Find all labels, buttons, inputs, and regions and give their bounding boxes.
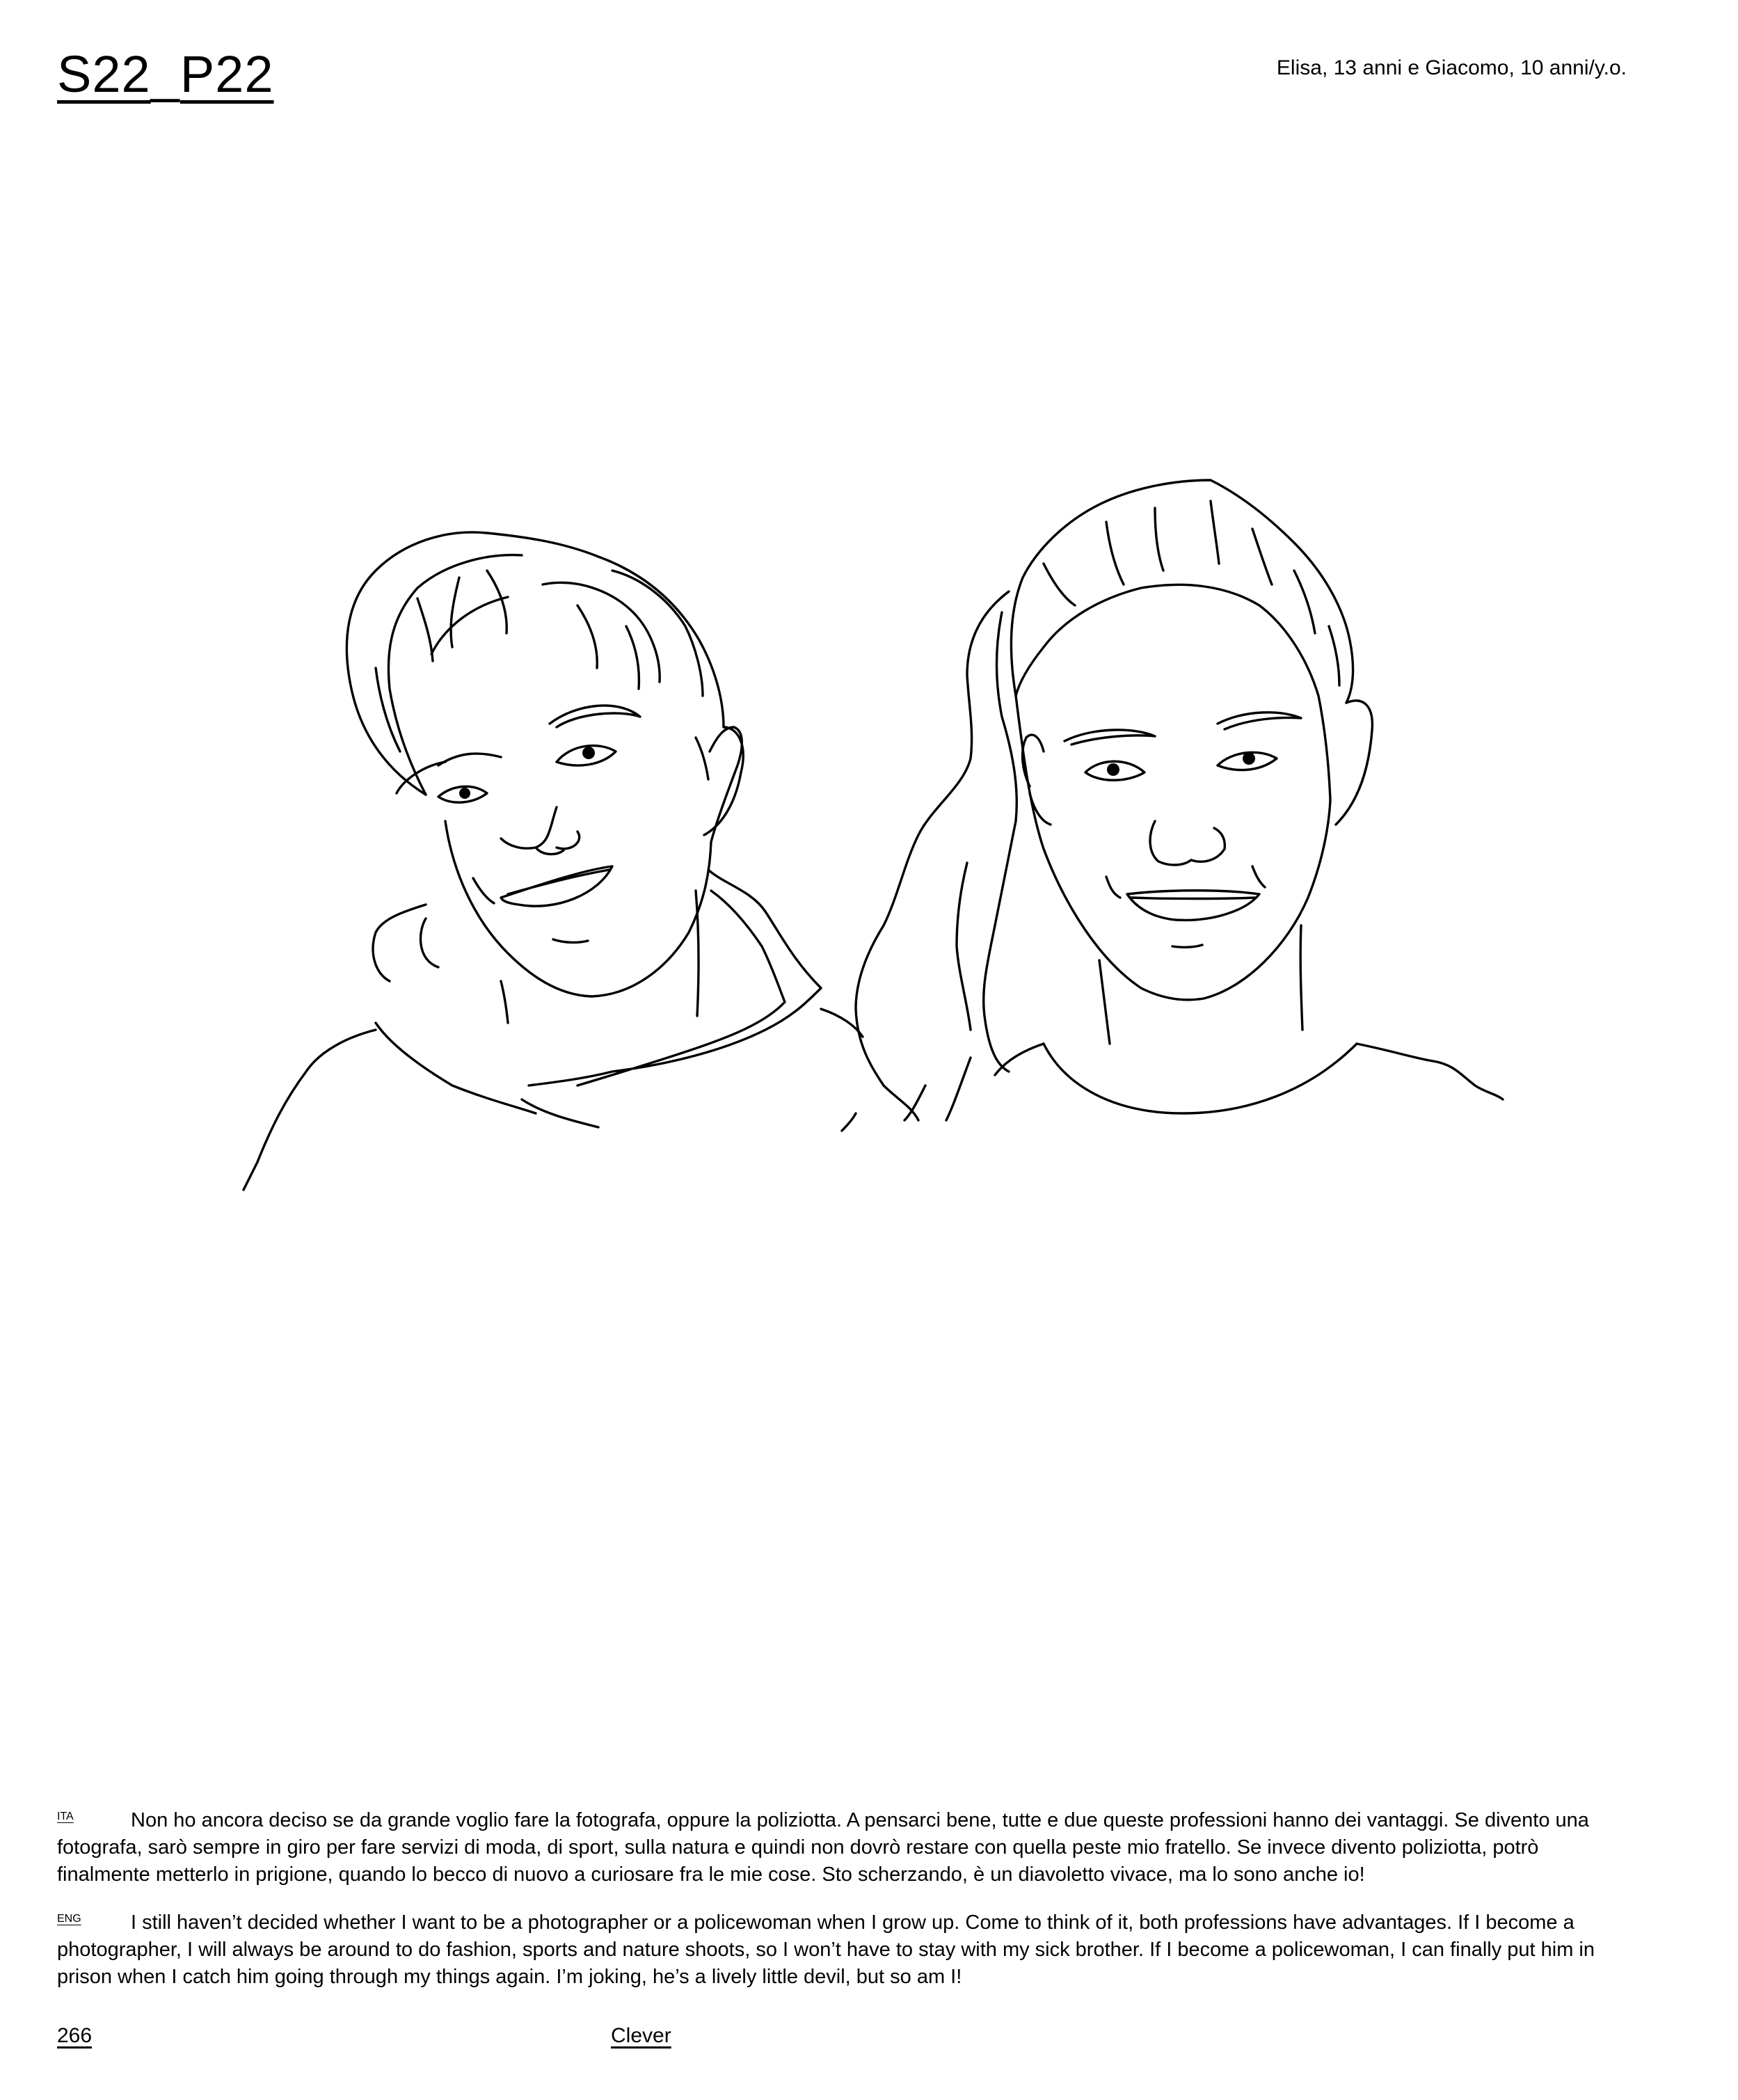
girl-mouth <box>1127 891 1259 921</box>
boy-left-pupil <box>459 788 470 799</box>
code-part-1: S22 <box>57 45 151 103</box>
girl-left-pupil <box>1107 763 1119 776</box>
section-title: Clever <box>611 2024 671 2047</box>
girl-left-ear <box>1023 735 1051 825</box>
girl-hair-strands <box>1044 501 1339 685</box>
girl-right-pupil <box>1243 752 1255 765</box>
english-paragraph <box>57 1905 1629 1991</box>
girl-neck <box>1099 925 1302 1044</box>
boy-hair-outline <box>346 532 724 795</box>
girl-nose <box>1150 821 1225 865</box>
boy-body <box>244 1009 863 1190</box>
ita-label: ITA <box>57 1811 74 1822</box>
boy-portrait <box>244 532 863 1190</box>
girl-hair-top <box>1011 480 1353 703</box>
eng-label: ENG <box>57 1913 81 1925</box>
code-separator: _ <box>150 45 180 103</box>
girl-long-hair <box>842 591 1017 1131</box>
code-part-2: P22 <box>180 45 274 103</box>
italian-paragraph <box>57 1803 1629 1888</box>
boy-hood <box>373 870 821 1085</box>
boy-nose <box>501 807 580 854</box>
boy-eyebrows <box>397 706 640 793</box>
girl-collar <box>1044 1044 1357 1113</box>
page-number: 266 <box>57 2024 93 2047</box>
boy-right-pupil <box>582 747 595 759</box>
girl-face-outline <box>1016 584 1330 1000</box>
boy-ear <box>704 727 743 835</box>
english-text: I still haven’t decided whether I want to be a photographer or a policewoman when I grow up. Come to think of it, both professions have advantages. If I become a photographer, I will always be around to do fashion, sports and nature shoots, so I won’t have to stay with my sick brother. If I become a policewoman, I can finally put him in prison when I catch him going through my things again. I’m joking, he’s a lively little devil, but so am I! <box>57 1911 1595 1988</box>
boy-hair-strands <box>417 571 639 689</box>
girl-cheek-lines <box>1106 866 1265 947</box>
girl-shoulders <box>995 1044 1503 1099</box>
italian-text: Non ho ancora deciso se da grande voglio fare la fotografa, oppure la poliziotta. A pensarci bene, tutte e due queste professioni hanno dei vantaggi. Se divento una fotografa, sarò sempre in giro per fare servizi di moda, di sport, sulla natura e quindi non dovrò restare con quella peste mio fratello. Se invece divento poliziotta, potrò finalmente metterlo in prigione, quando lo becco di nuovo a curiosare fra le mie cose. Sto scherzando, è un diavoletto vivace, ma lo sono anche io! <box>57 1809 1589 1886</box>
girl-eyebrows <box>1065 713 1301 745</box>
boy-mouth <box>501 866 612 906</box>
boy-neck <box>501 891 699 1023</box>
girl-portrait <box>842 480 1503 1131</box>
portrait-caption: Elisa, 13 anni e Giacomo, 10 anni/y.o. <box>1276 56 1627 79</box>
girl-right-ear <box>1336 701 1372 825</box>
